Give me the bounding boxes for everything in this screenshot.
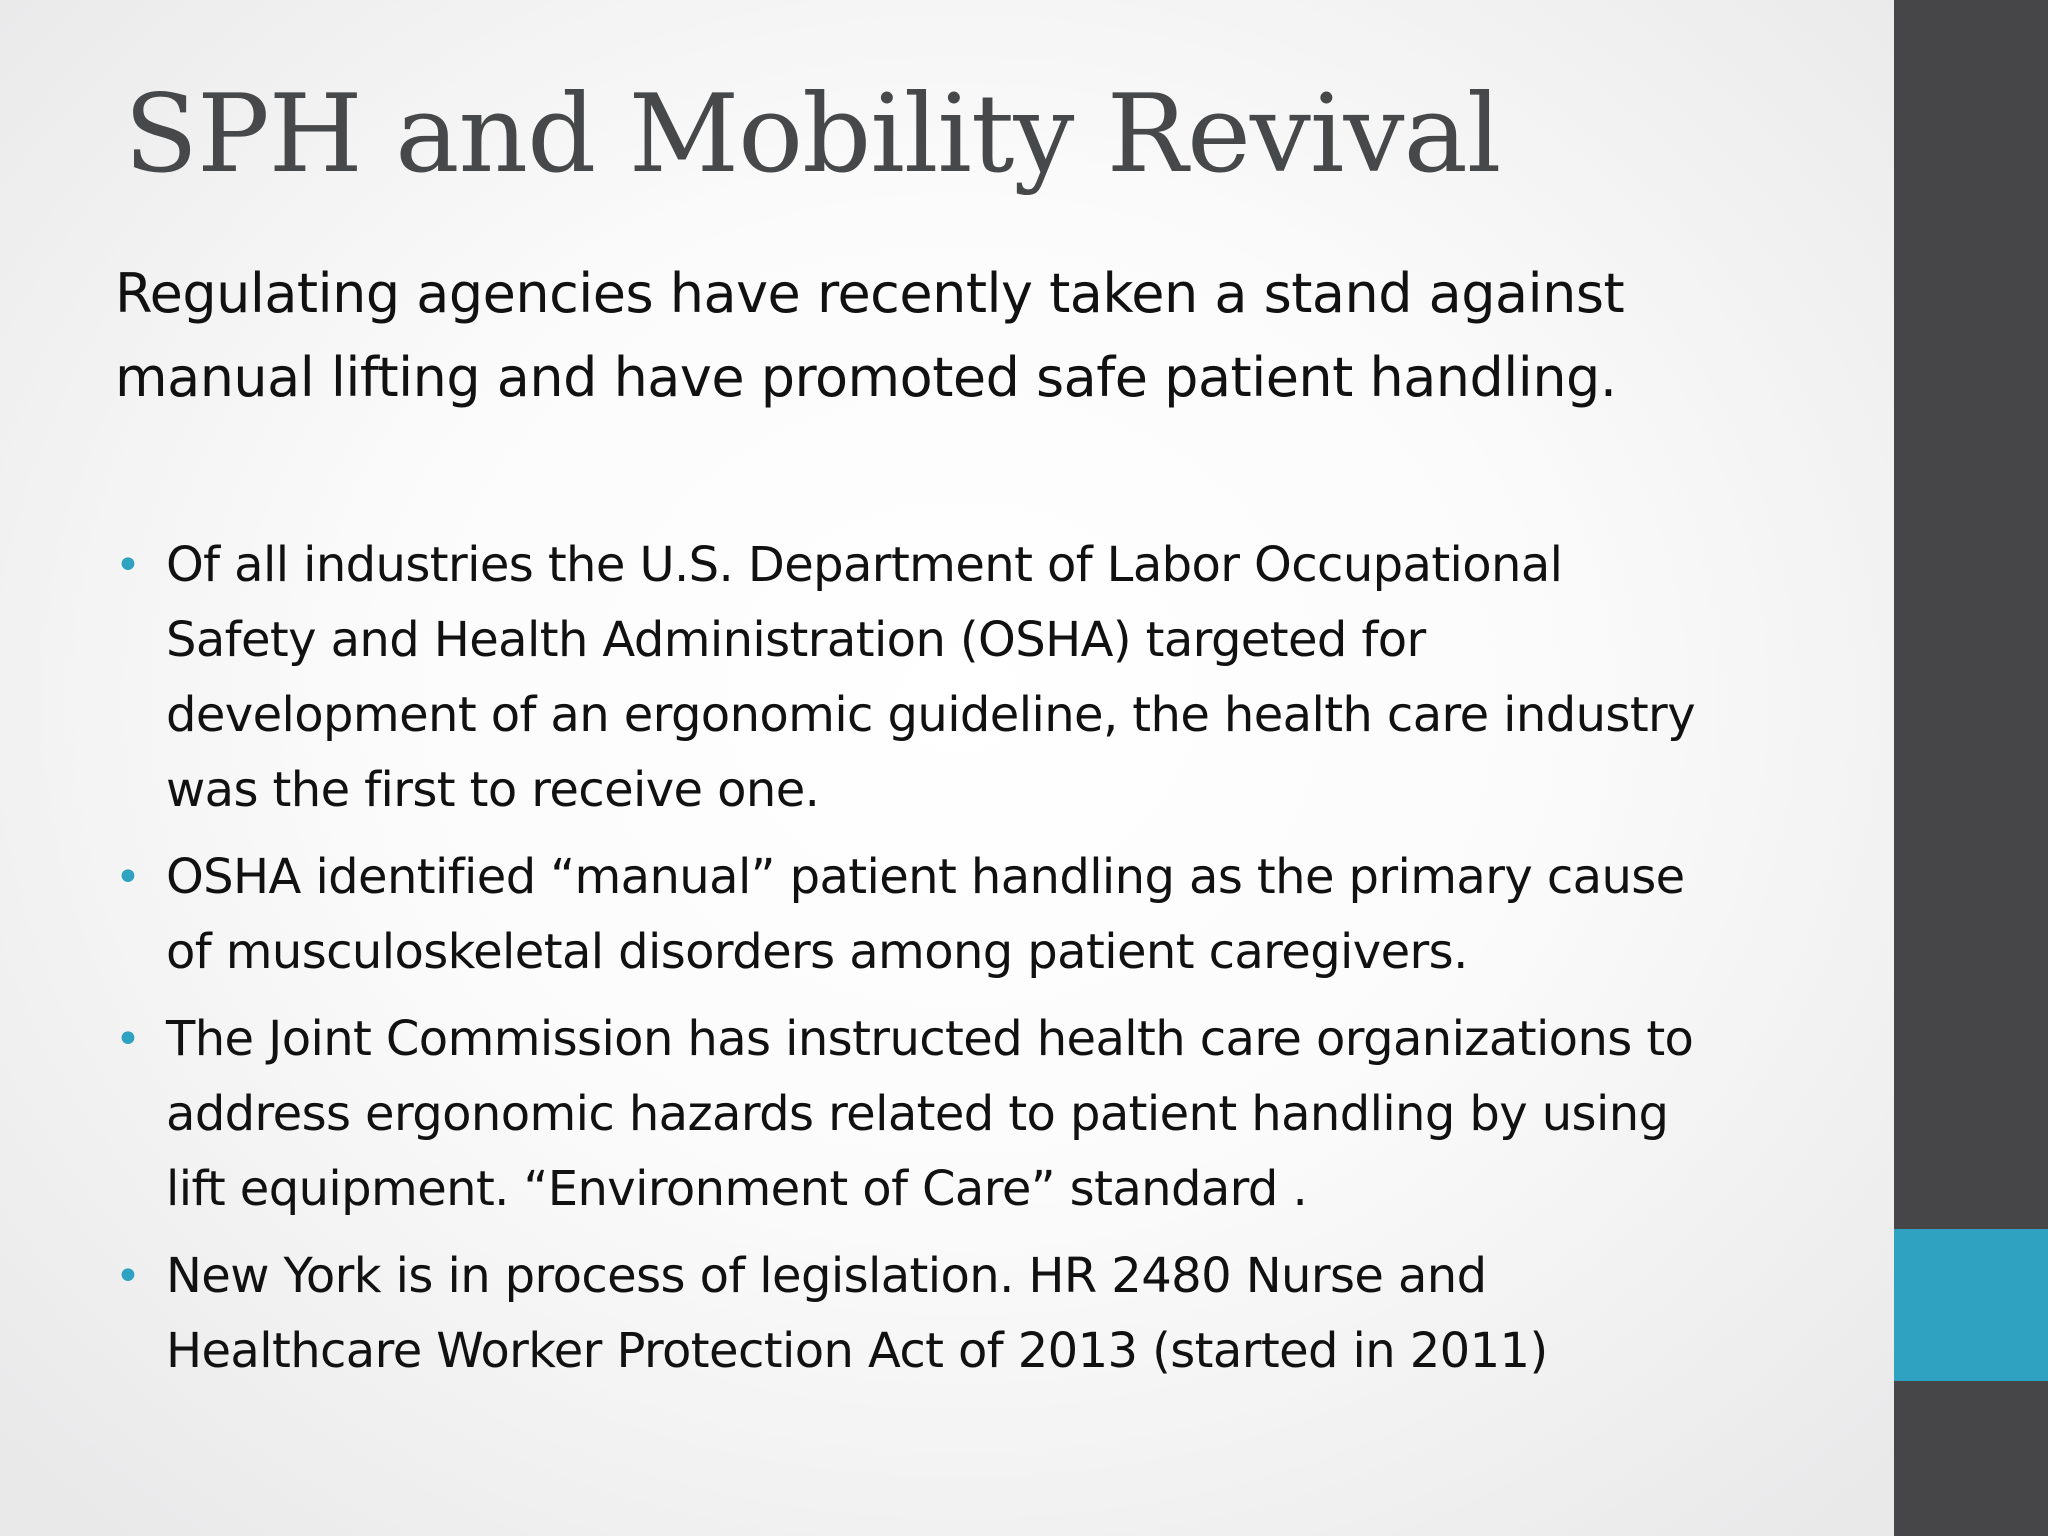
bullet-line: was the first to receive one.	[166, 762, 820, 818]
side-accent-block	[1894, 1229, 2048, 1381]
bullet-line: The Joint Commission has instructed health care organizations to	[166, 1011, 1694, 1067]
bullet-line: OSHA identified “manual” patient handling as the primary cause	[166, 849, 1685, 905]
bullet-item	[115, 528, 1835, 828]
intro-text	[115, 252, 1815, 420]
bullet-item	[115, 840, 1835, 990]
bullet-item	[115, 1239, 1835, 1389]
bullet-marker: •	[115, 1014, 141, 1065]
intro-line: Regulating agencies have recently taken a stand against	[115, 262, 1625, 325]
bullet-marker: •	[115, 540, 141, 591]
bullet-line: address ergonomic hazards related to patient handling by using	[166, 1086, 1669, 1142]
intro-line: manual lifting and have promoted safe patient handling.	[115, 346, 1617, 409]
slide-title: SPH and Mobility Revival	[124, 72, 1501, 197]
bullet-line: New York is in process of legislation. HR 2480 Nurse and	[166, 1248, 1487, 1304]
bullet-line: Safety and Health Administration (OSHA) targeted for	[166, 612, 1426, 668]
bullet-line: lift equipment. “Environment of Care” standard .	[166, 1161, 1308, 1217]
bullet-marker: •	[115, 852, 141, 903]
bullet-marker: •	[115, 1251, 141, 1302]
bullet-line: Healthcare Worker Protection Act of 2013 (started in 2011)	[166, 1323, 1548, 1379]
bullet-line: development of an ergonomic guideline, the health care industry	[166, 687, 1695, 743]
bullet-item	[115, 1002, 1835, 1227]
bullet-line: of musculoskeletal disorders among patient caregivers.	[166, 924, 1468, 980]
bullet-list	[115, 528, 1835, 1401]
bullet-line: Of all industries the U.S. Department of Labor Occupational	[166, 537, 1563, 593]
